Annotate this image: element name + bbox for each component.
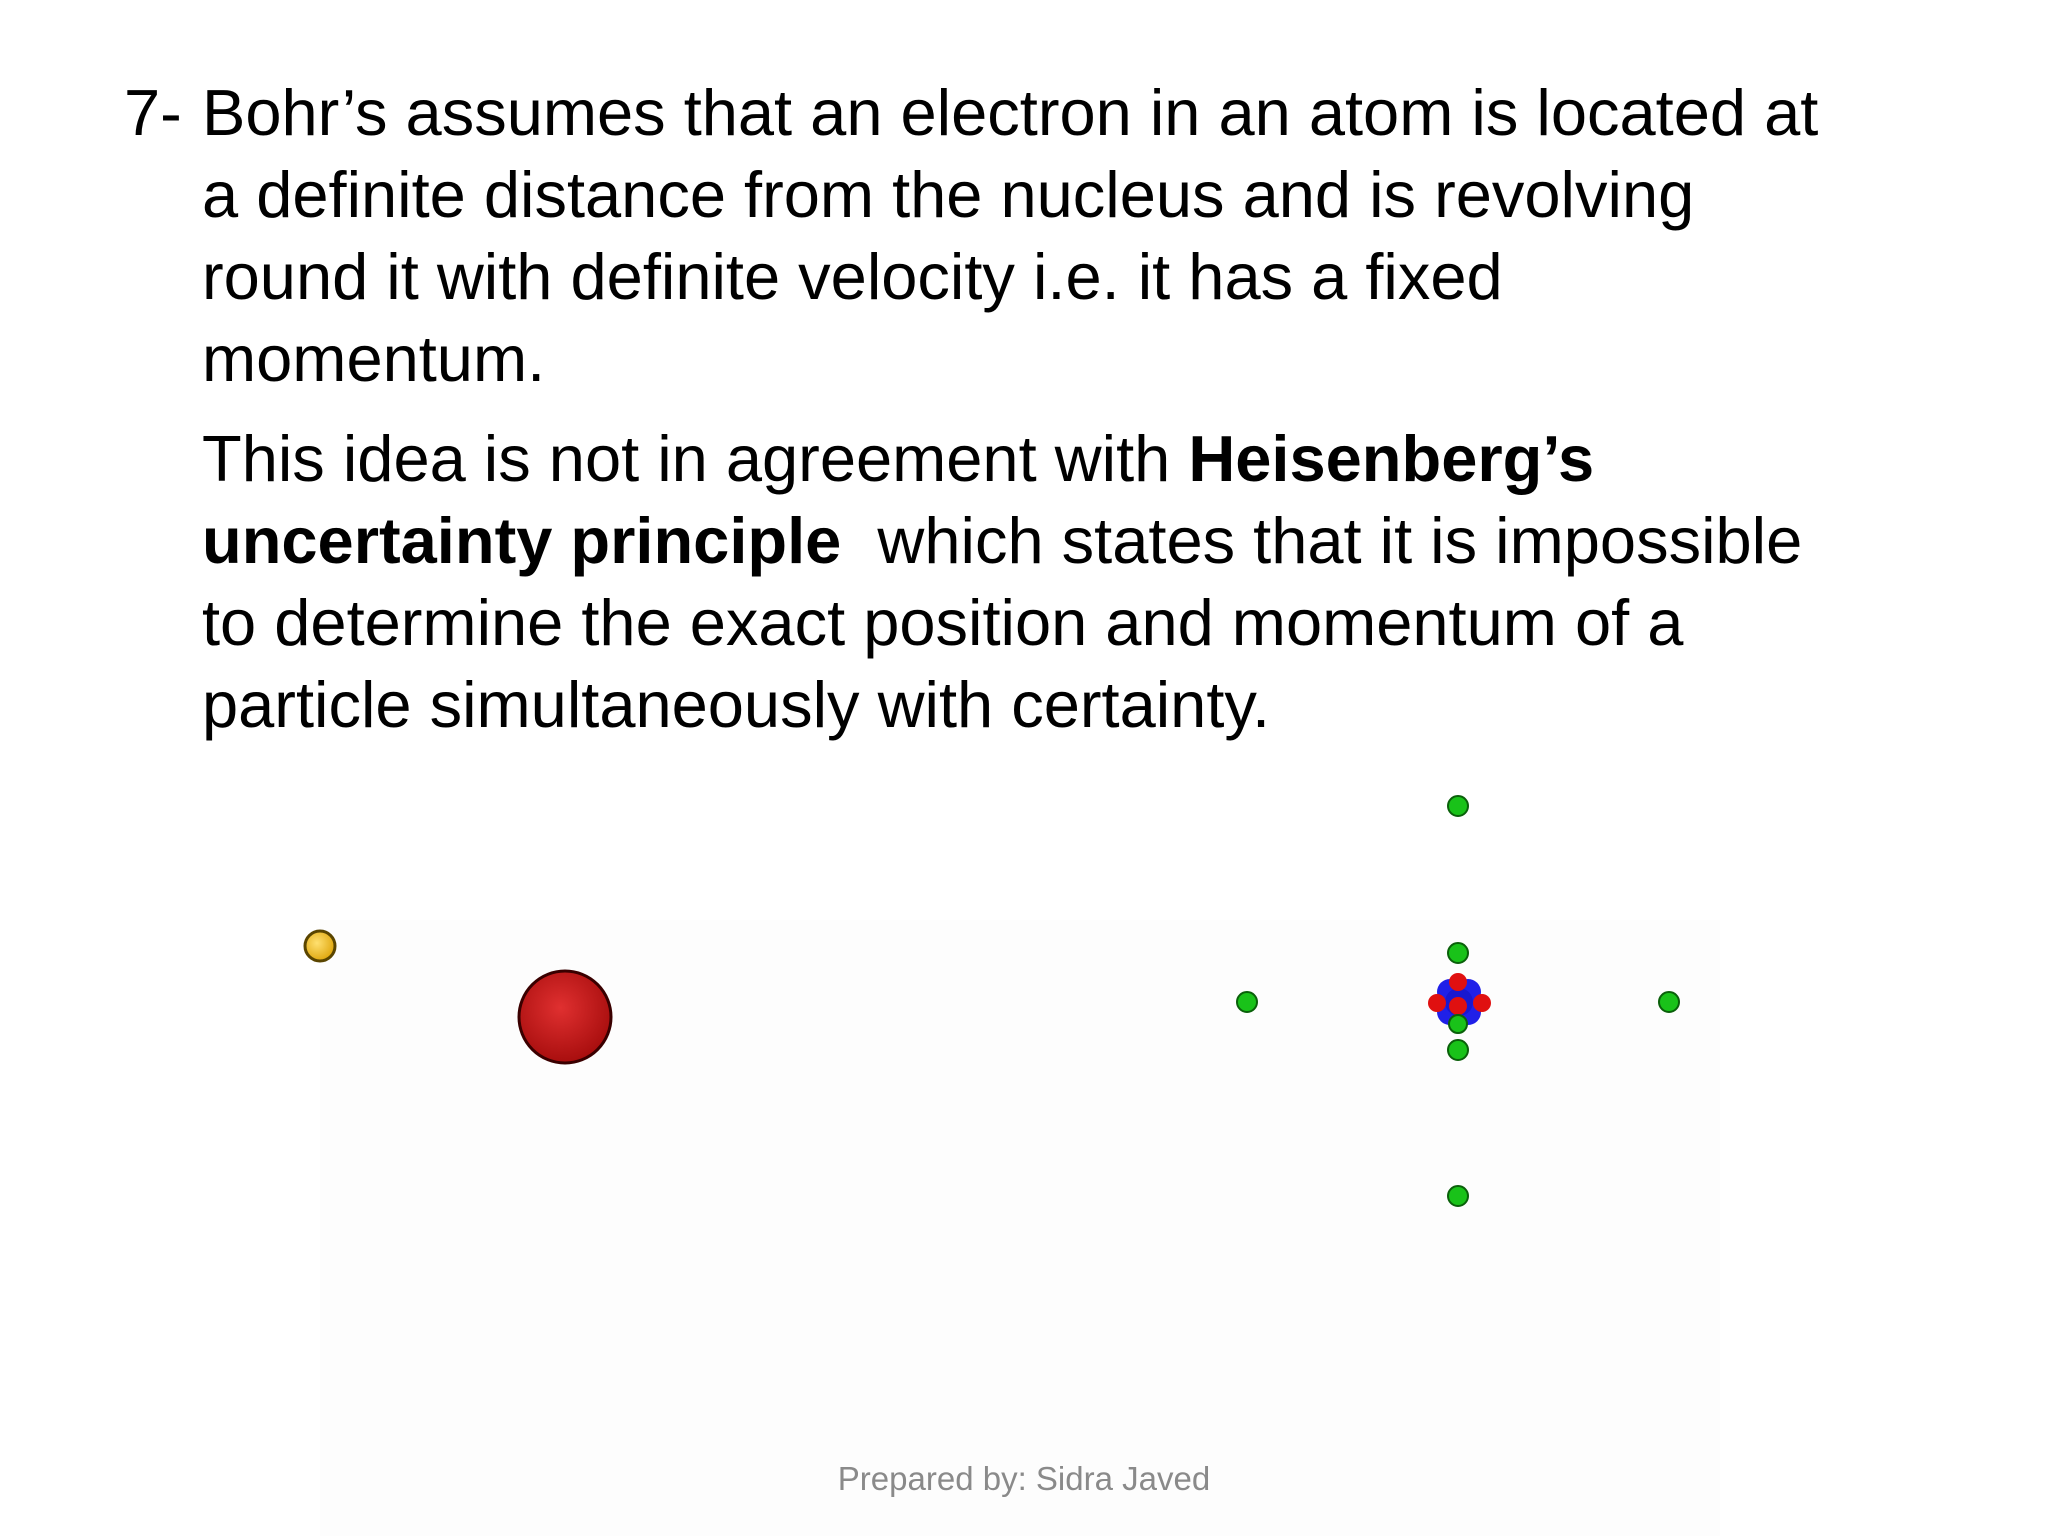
bohr-nucleus <box>519 971 611 1063</box>
proton-red <box>1449 997 1467 1015</box>
electron-green <box>1448 796 1468 816</box>
proton-red <box>1473 994 1491 1012</box>
quantum-nucleus <box>1428 973 1491 1033</box>
electron-green <box>1237 992 1257 1012</box>
electron-green <box>1659 992 1679 1012</box>
paragraph2-line4: particle simultaneously with certainty. <box>202 668 1271 741</box>
electron-green <box>1448 943 1468 963</box>
paragraph1-line4: momentum. <box>202 322 546 395</box>
paragraph1-line3: round it with definite velocity i.e. it has a fixed <box>202 240 1503 313</box>
heisenberg-bold-text: Heisenberg’s <box>1188 422 1595 495</box>
paragraph2-line1-text: This idea is not in agreement with <box>202 422 1189 495</box>
paragraph1-line2: a definite distance from the nucleus and is revolving <box>202 158 1695 231</box>
bohr-model <box>305 931 611 1063</box>
paragraph2-line2-text: which states that it is impossible <box>841 504 1803 577</box>
electron-green <box>1448 1040 1468 1060</box>
uncertainty-atom-model <box>1237 796 1679 1206</box>
uncertainty-principle-bold-text: uncertainty principle <box>202 504 842 577</box>
item-number: 7- <box>124 76 182 149</box>
electron-yellow <box>305 931 335 961</box>
electron-green <box>1449 1015 1467 1033</box>
paragraph2-line3: to determine the exact position and momentum of a <box>202 586 1684 659</box>
footer-credit: Prepared by: Sidra Javed <box>837 1460 1211 1497</box>
electron-green <box>1448 1186 1468 1206</box>
proton-red <box>1428 994 1446 1012</box>
paragraph1-line1: Bohr’s assumes that an electron in an atom is located at <box>202 76 1819 149</box>
proton-red <box>1449 973 1467 991</box>
